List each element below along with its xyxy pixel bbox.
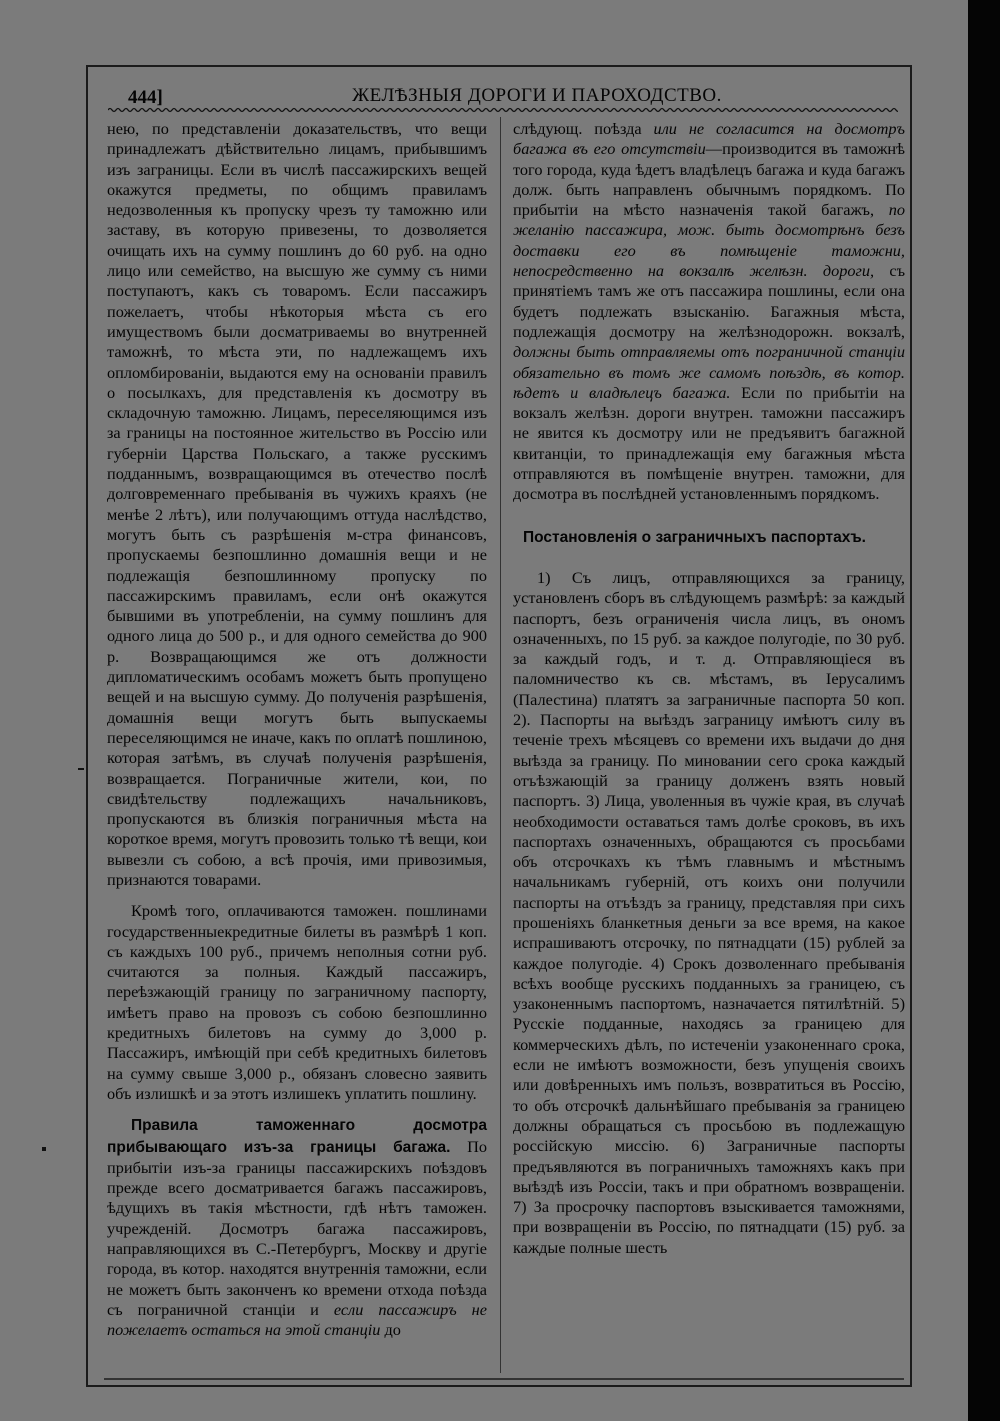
paragraph: 1) Съ лицъ, отправляющихся за границу, установленъ сборъ въ слѣдующемъ размѣрѣ: за каждый паспортъ, безъ ограниченія числа лицъ, въ ономъ означенныхъ, по 15 руб. за каждое полугодіе, по 30 руб. за каждый годъ, и т. д. Отправляющіеся въ паломничество къ св. мѣстамъ, въ Іерусалимъ (Палестина) платятъ за заграничные паспорта 50 коп. 2). Паспорты на выѣздъ заграницу имѣютъ силу въ теченіе трехъ мѣсяцевъ со времени ихъ выдачи до дня выѣзда за границу. По миновании сего срока каждый отъѣзжающій за границу долженъ взять новый паспортъ. 3) Лица, уволенныя въ чужіе края, въ случаѣ необходимости оставаться тамъ долѣе сроковъ, въ ихъ паспортахъ означенныхъ, обращаются съ просьбами объ отсрочкахъ къ тѣмъ главнымъ и мѣстнымъ начальникамъ губерній, отъ коихъ они получили паспорты на отъѣздъ за границу, представляя при сихъ прошеніяхъ бланкетныя деньги за все время, на какое испрашиваютъ отсрочку, по пятнадцати (15) рублей за каждое полугодіе. 4) Срокъ дозволеннаго пребыванія всѣхъ вообще русскихъ подданныхъ за границею, съ узаконеннымъ паспортомъ, назначается пятилѣтній. 5) Русскіе подданные, находясь за границею для коммерческихъ дѣлъ, по истеченіи узаконеннаго срока, если не имѣютъ возможности, безъ упущенія своихъ или довѣренныхъ имъ пользъ, возвратиться въ Россію, то объ отсрочкѣ дальнѣйшаго пребыванія за границею должны обращаться съ просьбою въ подлежащую россійскую миссію. 6) Заграничные паспорты предъявляются въ пограничныхъ таможняхъ какъ при выѣздѣ изъ Россіи, такъ и при обратномъ возвращеніи. 7) За просрочку паспортовъ взыскивается таможнями, при возвращеніи въ Россію, по пятнадцати (15) руб. за каждые полные шесть (513, 567, 905, 1257)
book-page (86, 65, 912, 1387)
column-divider (500, 117, 501, 1373)
text-run: до (380, 1320, 401, 1340)
text-run: Если по прибытіи на вокзалъ желѣзн. дороги внутрен. таможни пассажиръ не явится къ досмотру или не предъявитъ багажной квитанціи, то принадлежащія ему багажныя мѣста отправляются въ помѣщеніе внутрен. таможни, для досмотра въ послѣдней установленнымъ порядкомъ. (513, 382, 905, 504)
paragraph: Кромѣ того, оплачиваются таможен. пошлинами государственныекредитные билеты въ размѣрѣ 1 коп. съ каждыхъ 100 руб., причемъ неполныя сотни руб. считаются за полныя. Каждый пассажиръ, переѣзжающій границу по заграничному паспорту, имѣетъ право на провозъ съ собою безпошлинно кредитныхъ билетовъ на сумму до 3,000 р. Пассажиръ, имѣющій при себѣ кредитныхъ билетовъ на сумму свыше 3,000 р., обязанъ словесно заявить объ излишкѣ и за этотъ излишекъ уплатить пошлину. (107, 901, 487, 1103)
left-column (107, 119, 487, 1341)
italic-run: или не согласится на досмотръ багажа въ его отсутствіи (513, 119, 906, 159)
running-title: ЖЕЛѢЗНЫЯ ДОРОГИ И ПАРОХОДСТВО. (352, 85, 722, 106)
italic-run: по желанію пассажира, мож. быть досмотрѣнъ безъ доставки его въ помѣщеніе таможни, непосредственно на вокзалѣ желѣзн. дороги, (513, 200, 905, 281)
italic-run: должны быть отправляемы отъ пограничной станціи обязательно въ томъ же самомъ поѣздѣ, въ котор. ѣдетъ и владѣлецъ багажа. (513, 342, 905, 402)
paragraph (513, 119, 905, 505)
scan-speck (42, 1147, 46, 1151)
scan-edge-shadow (968, 0, 1000, 1421)
right-column (513, 119, 905, 1258)
text-run: По прибытіи изъ-за границы пассажирскихъ поѣздовъ прежде всего досматривается багажъ пассажировъ, ѣдущихъ въ такія мѣстности, гдѣ нѣтъ таможен. учрежденій. Досмотръ багажа пассажировъ, направляющихся въ С.-Петербургъ, Москву и другіе города, въ котор. находятся внутреннія таможни, если не можетъ быть законченъ ко времени отхода поѣзда съ пограничной станціи и (107, 1136, 488, 1319)
text-run: съ принятіемъ тамъ же отъ пассажира пошлины, если она будетъ подлежать взысканію. Багажныя мѣста, подлежащія досмотру на желѣзнодорожн. вокзалѣ, (513, 261, 905, 341)
section-heading-inline: Правила таможеннаго досмотра прибывающаго изъ-за границы багажа. (107, 1117, 487, 1156)
section-heading: Постановленія о заграничныхъ паспортахъ. (523, 528, 866, 546)
page-number: 444] (128, 87, 163, 108)
bottom-rule (104, 1378, 904, 1380)
italic-run: если пассажиръ не пожелаетъ остаться на этой станціи (107, 1299, 487, 1340)
scan-speck (78, 768, 84, 770)
paragraph: нею, по представленіи доказательствъ, что вещи принадлежатъ дѣйствительно лицамъ, прибывшимъ изъ заграницы. Если въ числѣ пассажирскихъ вещей окажутся предметы, по общимъ правиламъ недозволенныя къ пропуску чрезъ ту таможню или заставу, въ которую привезены, то дозволяется очищать ихъ на сумму пошлинъ до 60 руб. на одно лицо или семейство, на высшую же сумму съ ними поступаютъ, какъ съ товаромъ. Если пассажиръ пожелаетъ, чтобы нѣкоторыя мѣста съ его имуществомъ были досматриваемы во внутренней таможнѣ, то мѣста эти, по надлежащемъ ихъ опломбированіи, выдаются ему на основаніи правилъ о посылкахъ, для представленія къ досмотру въ складочную таможню. Лицамъ, переселяющимся изъ за границы на постоянное жительство въ Россію или губерніи Царства Польскаго, а также русскимъ подданнымъ, возвращающимся въ отечество послѣ долговременнаго пребыванія въ чужихъ краяхъ (не менѣе 2 лѣтъ), или получающимъ оттуда наслѣдство, могутъ быть съ разрѣшенія м-стра финансовъ, пропускаемы безпошлинно домашнія вещи и не подлежащія безпошлинному пропуску по пассажирскимъ правиламъ, если онѣ окажутся бывшими въ употребленіи, на сумму пошлинъ для одного лица до 500 р., и для одного семейства до 900 р. Возвращающимся же отъ должности дипломатическимъ особамъ можетъ быть пропущено вещей и на высшую сумму. До полученія разрѣшенія, домашнія вещи могутъ быть выпускаемы переселяющимся не иначе, какъ по оплатѣ пошлиною, которая затѣмъ, въ случаѣ полученія разрѣшенія, возвращается. Пограничные жители, кои, по свидѣтельству подлежащихъ начальниковъ, пропускаются въ близкія пограничныя мѣста на короткое время, могутъ провозить только тѣ вещи, кои вывезли съ собою, а всѣ прочія, ими привозимыя, признаются товарами. (107, 119, 487, 889)
text-run: слѣдующ. поѣзда (513, 119, 654, 138)
text-run: —производится въ таможнѣ того города, куда ѣдетъ владѣлецъ багажа и куда багажъ долж. быть направленъ обычнымъ порядкомъ. По прибытіи на мѣсто назначенія такой багажъ, (513, 139, 905, 220)
wavy-header-rule (108, 107, 898, 113)
paragraph (107, 1115, 487, 1340)
